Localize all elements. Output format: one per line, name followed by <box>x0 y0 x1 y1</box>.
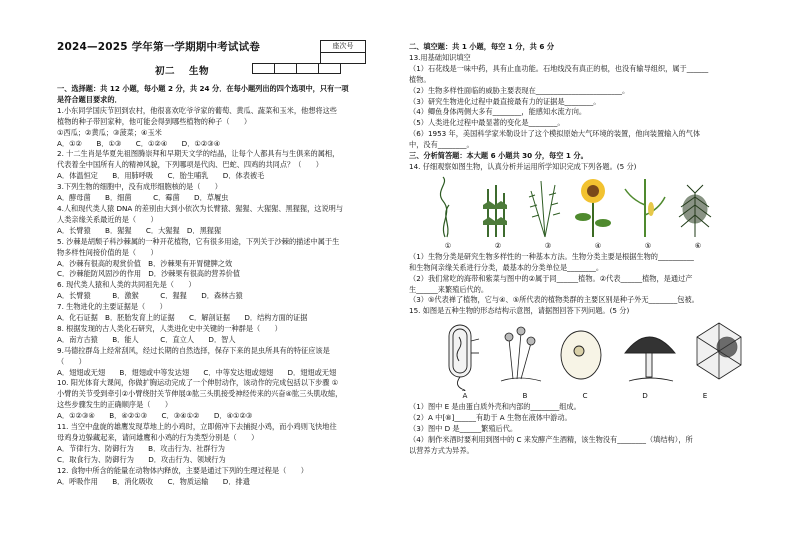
left-line-19: A．长臂猿 B．激猴 C．猩猩 D．森林古猿 <box>57 291 243 301</box>
left-line-18: 6. 现代类人猿和人类的共同祖先是（ ） <box>57 280 196 290</box>
seat-number-label: 座次号 <box>321 41 365 53</box>
left-line-1: 是符合题目要求的． <box>57 94 122 104</box>
mushroom-drawing <box>625 337 675 381</box>
left-line-28: 小臂的关节受到牵引②小臂绕肘关节伸展③肱三头肌接受神经传来的兴奋④肱三头肌收缩， <box>57 389 343 399</box>
plants-illustration <box>423 175 723 239</box>
left-line-13: A．长臂猿 B．猩猩 C．大猩猩 D．黑猩猩 <box>57 225 222 235</box>
grade-subject <box>155 67 209 78</box>
right-line-9: 中，没有________。 <box>409 140 474 150</box>
right-mid-5: 15. 如图是五种生物的形态结构示意图，请据图回答下列问题。(5 分) <box>409 306 630 316</box>
left-line-26: A．翅翅或无翅 B．翅翅或中等发达翅 C．中等发达翅或翅翅 D．翅翅或无翅 <box>57 367 337 377</box>
right-line-6: （4）鲫鱼身体两侧大多有________，能感知水流方向。 <box>409 107 587 117</box>
organism-label-a: A <box>462 391 468 401</box>
sunflower-plant <box>575 179 611 237</box>
organism-label-b: B <box>522 391 528 401</box>
plant-figure <box>423 177 754 239</box>
subject-label: 生物 <box>189 66 210 77</box>
left-line-20: 7. 生物进化的主要证据是（ ） <box>57 302 167 312</box>
left-line-33: A．节律行为、防御行为 B．攻击行为、社群行为 <box>57 443 225 453</box>
right-mid-2: （2）我们常吃的海带和紫菜与图中的②属于同______植物。②代表______植物，是通过产 <box>409 273 693 283</box>
organism-label-c: C <box>582 391 588 401</box>
right-mid-3: 生______来繁殖后代的。 <box>409 284 489 294</box>
left-line-31: 11. 当空中盘旋的雄鹰发现草地上的小鸡时，立即俯冲下去捕捉小鸡，而小鸡则飞快地往 <box>57 422 337 432</box>
left-line-10: A．酵母菌 B．细菌 C．霉菌 D．草履虫 <box>57 193 229 203</box>
right-bottom-2: （3）图中 D 是______繁殖后代。 <box>409 423 518 433</box>
left-line-12: 人类亲缘关系最近的是（ ） <box>57 214 158 224</box>
left-line-32: 母鸡身边躲藏起来，请问雄鹰和小鸡的行为类型分别是（ ） <box>57 433 259 442</box>
right-line-3: 植物。 <box>409 74 431 84</box>
pine-plant <box>679 185 711 237</box>
moss-plant <box>483 185 507 237</box>
plant-label-5: ⑤ <box>644 240 652 250</box>
organism-labels <box>435 391 754 402</box>
organism-label-d: D <box>642 391 648 401</box>
organism-figure <box>429 319 754 391</box>
seat-number-box <box>320 40 366 64</box>
left-line-17: C．沙棘能防风固沙的作用 D．沙棘果有很高的营养价值 <box>57 269 241 279</box>
right-line-11: 14. 仔细观察如图生物，认真分析并运用所学知识完成下列各题。(5 分) <box>409 161 637 171</box>
left-line-11: 4.人和现代类人猿 DNA 的差别由大到小依次为长臂猿、猩猩、大猩猩、黑猩猩，这说明与 <box>57 203 344 213</box>
right-line-10: 三、分析简答题：本大题 6 小题共 30 分，每空 1 分。 <box>409 151 588 161</box>
score-table <box>252 63 341 74</box>
corn-plant <box>625 179 665 237</box>
right-line-7: （5）人类进化过程中最显著的变化是________。 <box>409 118 565 128</box>
left-line-6: 2. 十二生肖是华夏先祖图腾崇拜和早期天文学的结晶，让每个人都具有与生俱来的属相， <box>57 149 340 159</box>
left-line-35: 12. 食物中所含的能量在动物体内释放，主要是通过下列的生理过程是（ ） <box>57 465 308 475</box>
right-bottom-4: 以营养方式为异养。 <box>409 445 474 455</box>
plant-label-6: ⑥ <box>694 240 702 250</box>
right-line-1: 13.用基础知识填空 <box>409 52 471 62</box>
plant-label-3: ③ <box>544 240 552 250</box>
left-line-3: 植物的种子带回家种，他可能会得到哪些植物的种子（ ） <box>57 116 252 126</box>
right-bottom-1: （2）A 中[⑧]______有助于 A 生物在液体中游动。 <box>409 413 572 423</box>
right-mid-4: （3）⑤代表禅了植物，它与④、⑤所代表的植物类群的主要区别是种子外无________包被。 <box>409 295 699 305</box>
mold-drawing <box>501 327 541 381</box>
left-line-8: A．体温恒定 B．用肺呼吸 C．胎生哺乳 D．体表被毛 <box>57 171 265 181</box>
left-line-7: 代表着全中国所有人的精神风貌，下列哪项是代肉、巴蛇、四鸡的共同点？（ ） <box>57 160 323 170</box>
left-line-27: 10. 阳光体育大课间，你做扩胸运动完成了一个伸肘动作，该动作的完成包括以下步骤 ① <box>57 378 339 388</box>
plant-label-2: ② <box>494 240 502 250</box>
left-line-23: A．南方古猿 B．能人 C．直立人 D．智人 <box>57 334 236 344</box>
virus-drawing <box>697 323 741 379</box>
left-line-15: 物多样性间接价值的是（ ） <box>57 247 158 257</box>
left-line-2: 1.小东同学国庆节回到农村，他很喜欢吃爷爷家的葡萄、黄瓜、蔬菜和玉米，他想将这些 <box>57 105 337 115</box>
left-line-9: 3.下列生物的细胞中，没有成形细胞核的是（ ） <box>57 182 222 192</box>
fern-plant <box>529 181 560 237</box>
right-line-4: （2）生物多样性面临的威胁主要表现在________________________。 <box>409 85 630 95</box>
right-line-5: （3）研究生物进化过程中最直接最有力的证据是________。 <box>409 96 601 106</box>
right-bottom-0: （1）图中 E 是由蛋白质外壳和内部的________组成。 <box>409 402 581 412</box>
right-line-2: （1）石花线是一味中药，具有止血功能。石地线没有真正的根，也没有输导组织，属于______ <box>409 63 709 73</box>
organisms-illustration <box>429 319 749 391</box>
seaweed-plant <box>440 177 449 237</box>
right-mid-0: （1）生物分类是研究生物多样性的一种基本方法。生物分类主要是根据生物的__________ <box>409 251 694 261</box>
left-line-29: 这些步骤发生的正确顺序是（ ） <box>57 400 173 410</box>
plant-label-1: ① <box>444 240 452 250</box>
left-line-30: A．①②③④ B．④②①③ C．③④①② D．④①②③ <box>57 411 253 421</box>
left-line-16: A．沙棘有很高的观赏价值 B．沙棘果有开胃健脾之效 <box>57 258 233 268</box>
left-line-36: A．呼吸作用 B．消化吸收 C．物质运输 D．排遗 <box>57 476 250 486</box>
organism-label-e: E <box>702 391 708 401</box>
plant-label-4: ④ <box>594 240 602 250</box>
right-bottom-3: （4）制作米酒时要利用到图中的 C 来发酵产生酒精，该生物没有________（填结构），所 <box>409 434 693 444</box>
right-line-0: 二、填空题：共 1 小题，每空 1 分，共 6 分 <box>409 42 555 51</box>
right-column <box>409 42 754 457</box>
left-line-0: 一、选择题：共 12 小题，每小题 2 分，共 24 分．在每小题列出的四个选项中，只有一项 <box>57 84 349 93</box>
right-line-8: （6）1953 年，美国科学家米勒设计了这个模拟原始大气环境的装置，他向装置输入的气体 <box>409 129 701 139</box>
left-line-14: 5. 沙棘是胡颓子科沙棘属的一种开花植物，它有很多用途，下列关于沙棘的描述中属于生 <box>57 236 340 246</box>
yeast-drawing <box>561 331 601 379</box>
left-column <box>57 84 400 488</box>
right-mid-1: 和生物间亲缘关系进行分类，最基本的分类单位是________。 <box>409 262 604 272</box>
exam-title: 2024—2025 学年第一学期期中考试试卷 <box>57 41 261 53</box>
bacterium-drawing <box>449 325 479 391</box>
left-line-22: 8. 根据发现的古人类化石研究，人类进化史中关键的一种群是（ ） <box>57 323 282 333</box>
left-line-25: （ ） <box>57 356 86 366</box>
plant-labels <box>423 241 754 252</box>
left-line-5: A．①② B．①③ C．①②④ D．①②③④ <box>57 138 221 148</box>
left-line-34: C．取食行为、防御行为 D．攻击行为、领域行为 <box>57 454 226 464</box>
left-line-21: A．化石证据 B．胚胎发育上的证据 C．解剖证据 D．结构方面的证据 <box>57 313 308 323</box>
grade-label: 初二 <box>155 66 176 77</box>
left-line-4: ①西瓜；②黄瓜；③菠菜；④玉米 <box>57 127 162 137</box>
left-line-24: 9.马德拉群岛上经常刮风，经过长期的自然选择，保存下来的昆虫所具有的特征应该是 <box>57 345 330 355</box>
